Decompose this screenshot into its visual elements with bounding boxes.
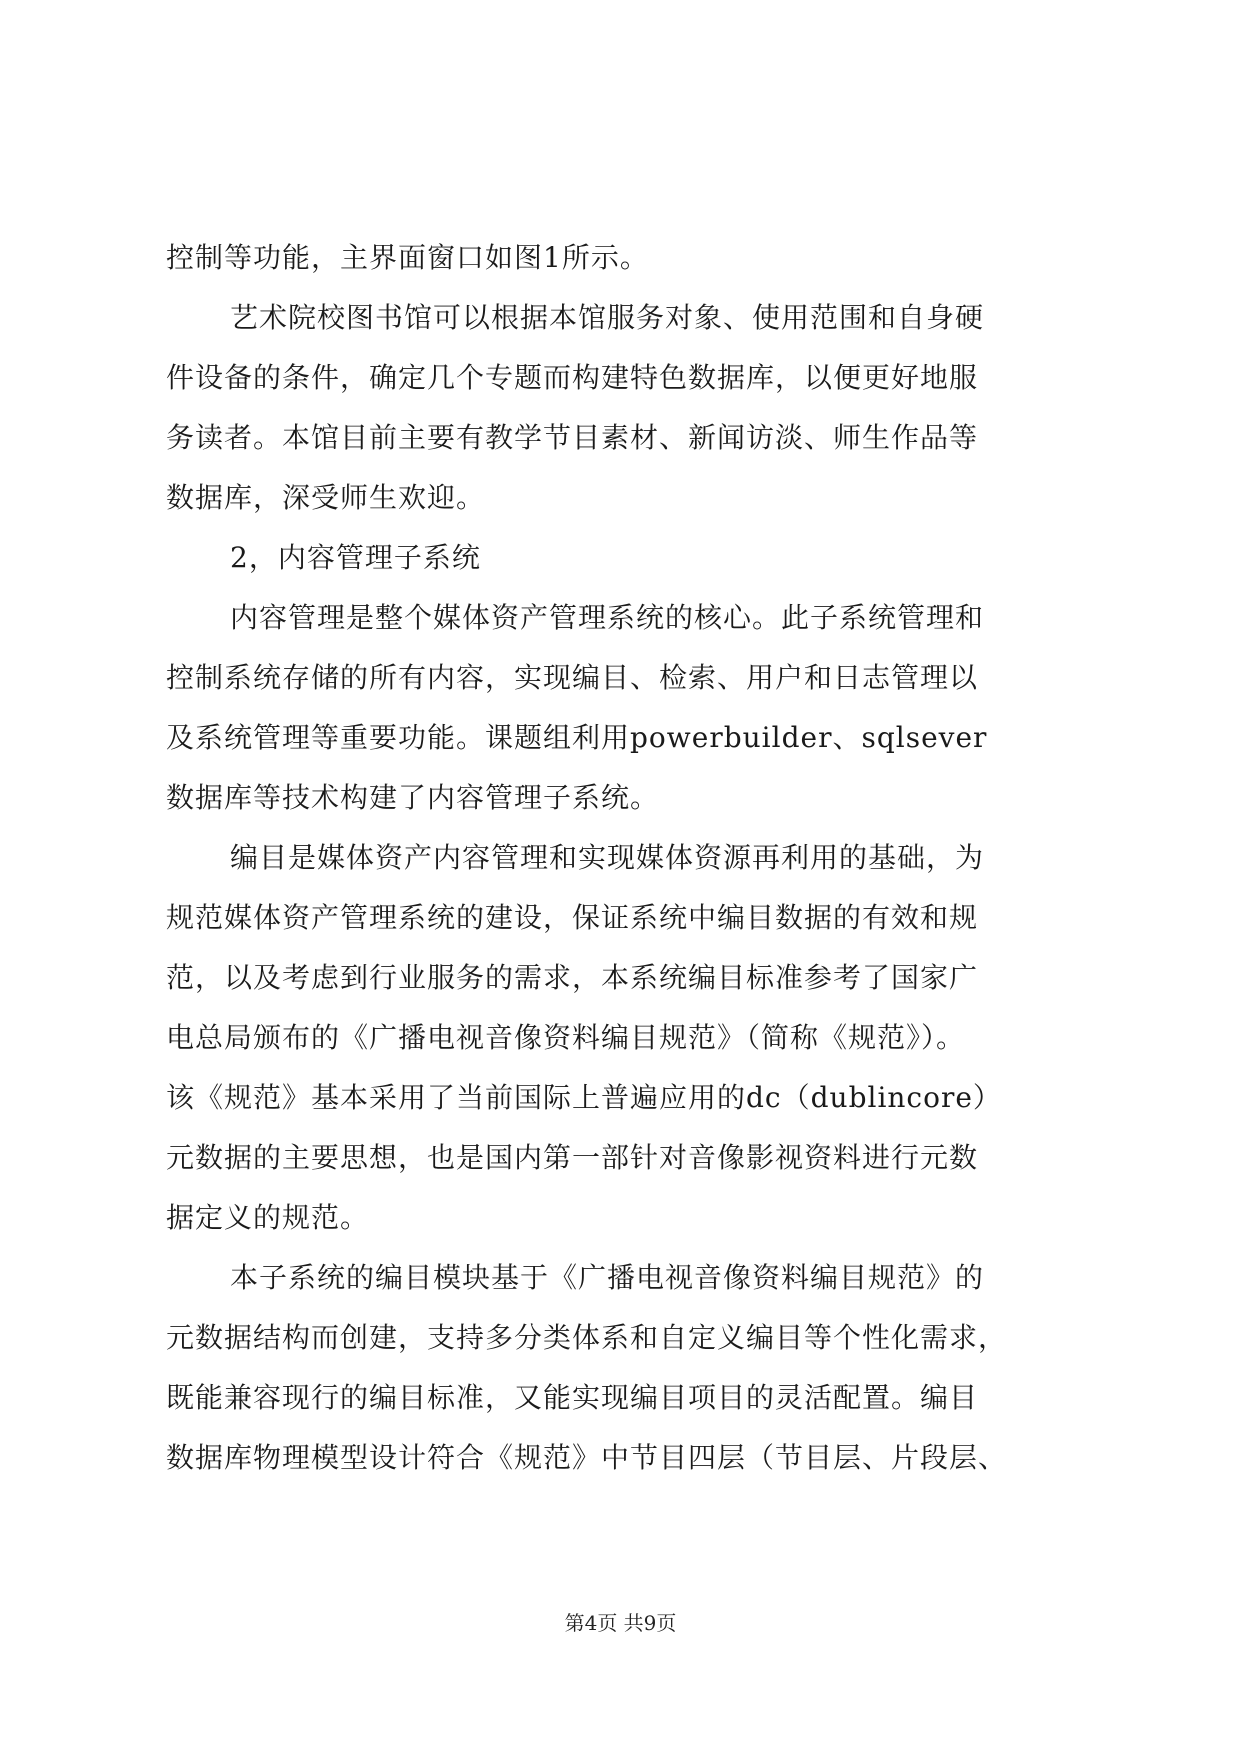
text-line: 务读者。本馆目前主要有教学节目素材、新闻访淡、师生作品等 [166,421,979,454]
text-line: 控制等功能，主界面窗口如图1所示。 [166,241,649,274]
text-line: 艺术院校图书馆可以根据本馆服务对象、使用范围和自身硬 [230,301,985,334]
text-line: 及系统管理等重要功能。课题组利用powerbuilder、sqlsever [166,721,988,754]
text-line: 该《规范》基本采用了当前国际上普遍应用的dc（dublincore） [166,1081,1002,1114]
text-line: 件设备的条件，确定几个专题而构建特色数据库，以便更好地服 [166,361,979,394]
text-line: 规范媒体资产管理系统的建设，保证系统中编目数据的有效和规 [166,901,979,934]
text-line: 据定义的规范。 [166,1201,370,1234]
text-line: 范，以及考虑到行业服务的需求，本系统编目标准参考了国家广 [166,961,979,994]
document-body [166,228,1086,1488]
text-line: 既能兼容现行的编目标准，又能实现编目项目的灵活配置。编目 [166,1381,979,1414]
text-line: 本子系统的编目模块基于《广播电视音像资料编目规范》的 [230,1261,985,1294]
text-line: 控制系统存储的所有内容，实现编目、检索、用户和日志管理以 [166,661,979,694]
text-line: 编目是媒体资产内容管理和实现媒体资源再利用的基础，为 [230,841,985,874]
text-line: 内容管理是整个媒体资产管理系统的核心。此子系统管理和 [230,601,985,634]
text-line: 数据库，深受师生欢迎。 [166,481,486,514]
text-line: 2，内容管理子系统 [230,541,481,574]
text-line: 元数据结构而创建，支持多分类体系和自定义编目等个性化需求， [166,1321,1008,1354]
text-line: 数据库物理模型设计符合《规范》中节目四层（节目层、片段层、 [166,1441,1008,1474]
text-line: 数据库等技术构建了内容管理子系统。 [166,781,660,814]
page-footer: 第4页 共9页 [564,1611,677,1635]
text-line: 元数据的主要思想，也是国内第一部针对音像影视资料进行元数 [166,1141,979,1174]
text-line: 电总局颁布的《广播电视音像资料编目规范》（简称《规范》）。 [166,1021,966,1054]
